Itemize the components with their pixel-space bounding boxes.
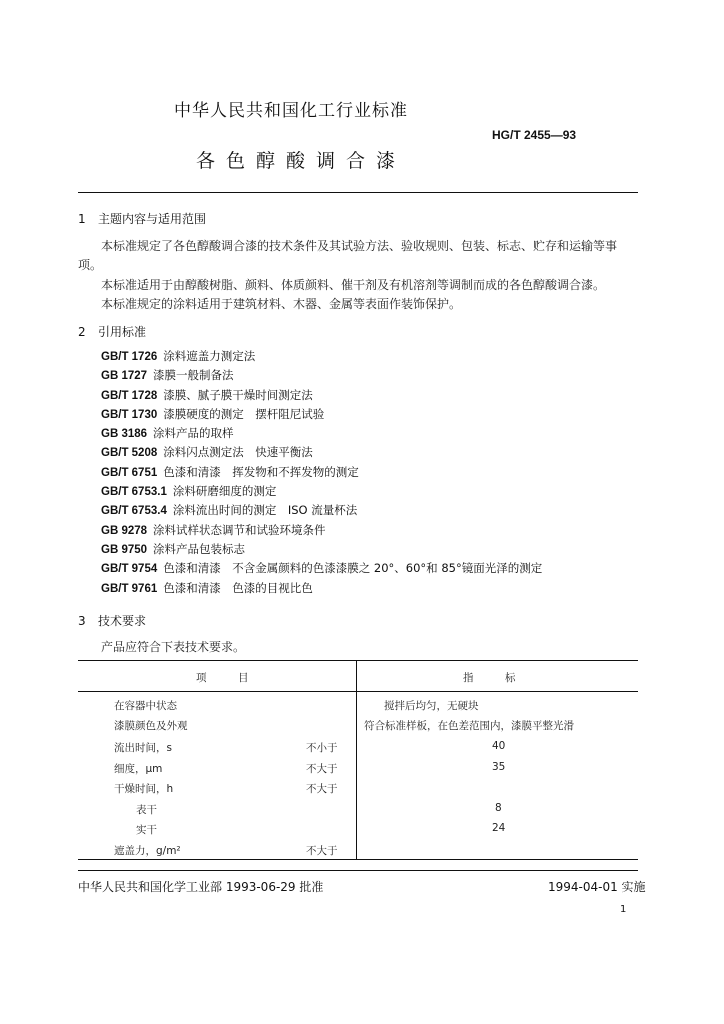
reference-list: [101, 348, 542, 599]
reference-item: GB 9750 涂料产品包装标志: [101, 541, 246, 556]
row-item: 遮盖力，g/m²: [114, 845, 181, 857]
row-item: 实干: [136, 824, 157, 836]
section-title: 主题内容与适用范围: [98, 212, 207, 226]
header-divider: [78, 691, 638, 692]
reference-item: GB/T 6753.4 涂料流出时间的测定 ISO 流量杯法: [101, 503, 358, 518]
document-title: 各色醇酸调合漆: [196, 150, 407, 172]
section-number: 3: [78, 614, 86, 628]
effective-date: 1994-04-01 实施: [548, 880, 646, 894]
reference-item: GB 3186 涂料产品的取样: [101, 426, 234, 441]
row-value: 符合标准样板，在色差范围内，漆膜平整光滑: [364, 720, 574, 732]
row-value: 40: [492, 740, 506, 752]
paragraph: 产品应符合下表技术要求。: [101, 640, 246, 654]
row-item: 细度，μm: [114, 763, 163, 775]
row-item: 漆膜颜色及外观: [114, 720, 188, 732]
section-title: 引用标准: [98, 325, 147, 339]
section-title: 技术要求: [98, 614, 147, 628]
paragraph: 项。: [78, 258, 103, 272]
paragraph: 本标准适用于由醇酸树脂、颜料、体质颜料、催干剂及有机溶剂等调制而成的各色醇酸调合漆。: [101, 278, 606, 292]
reference-item: GB/T 9754 色漆和清漆 不含金属颜料的色漆漆膜之 20°、60°和 85°镜面光泽的测定: [101, 561, 543, 576]
column-header-item: 项 目: [196, 672, 249, 684]
reference-item: GB 9278 涂料试样状态调节和试验环境条件: [101, 522, 326, 537]
reference-item: GB/T 6753.1 涂料研磨细度的测定: [101, 484, 277, 499]
paragraph: 本标准规定的涂料适用于建筑材料、木器、金属等表面作装饰保护。: [101, 297, 462, 311]
footer-divider: [78, 870, 638, 871]
technical-requirements-table: [78, 660, 638, 860]
row-item: 干燥时间，h: [114, 783, 174, 795]
section-3-heading: [78, 612, 146, 629]
row-condition: 不大于: [306, 763, 338, 775]
reference-item: GB/T 9761 色漆和清漆 色漆的目视比色: [101, 580, 313, 595]
reference-item: GB/T 1726 涂料遮盖力测定法: [101, 349, 256, 363]
row-condition: 不小于: [306, 742, 338, 754]
row-item: 表干: [136, 804, 157, 816]
reference-item: GB/T 1730 漆膜硬度的测定 摆杆阻尼试验: [101, 406, 325, 421]
row-item: 流出时间，s: [114, 742, 172, 754]
column-header-index: 指 标: [463, 672, 516, 684]
section-number: 2: [78, 325, 86, 339]
row-condition: 不大于: [306, 783, 338, 795]
paragraph: 本标准规定了各色醇酸调合漆的技术条件及其试验方法、验收规则、包装、标志、贮存和运输等事: [101, 239, 618, 253]
row-value: 35: [492, 761, 506, 773]
section-1-heading: [78, 210, 206, 227]
row-value: 24: [492, 822, 506, 834]
issuing-organization: 中华人民共和国化工行业标准: [174, 101, 408, 121]
standard-code: HG/T 2455—93: [492, 128, 577, 142]
row-item: 在容器中状态: [114, 700, 177, 712]
section-number: 1: [78, 212, 86, 226]
reference-item: GB 1727 漆膜一般制备法: [101, 368, 234, 383]
section-2-heading: [78, 323, 146, 340]
row-condition: 不大于: [306, 845, 338, 857]
reference-item: GB/T 1728 漆膜、腻子膜干燥时间测定法: [101, 387, 313, 402]
reference-item: GB/T 5208 涂料闪点测定法 快速平衡法: [101, 445, 313, 460]
row-value: 搅拌后均匀，无硬块: [384, 700, 479, 712]
header-divider: [78, 192, 638, 193]
row-value: 8: [495, 802, 502, 814]
page-number: 1: [620, 904, 627, 915]
approval-statement: 中华人民共和国化学工业部 1993-06-29 批准: [78, 880, 324, 894]
reference-item: GB/T 6751 色漆和清漆 挥发物和不挥发物的测定: [101, 464, 359, 479]
